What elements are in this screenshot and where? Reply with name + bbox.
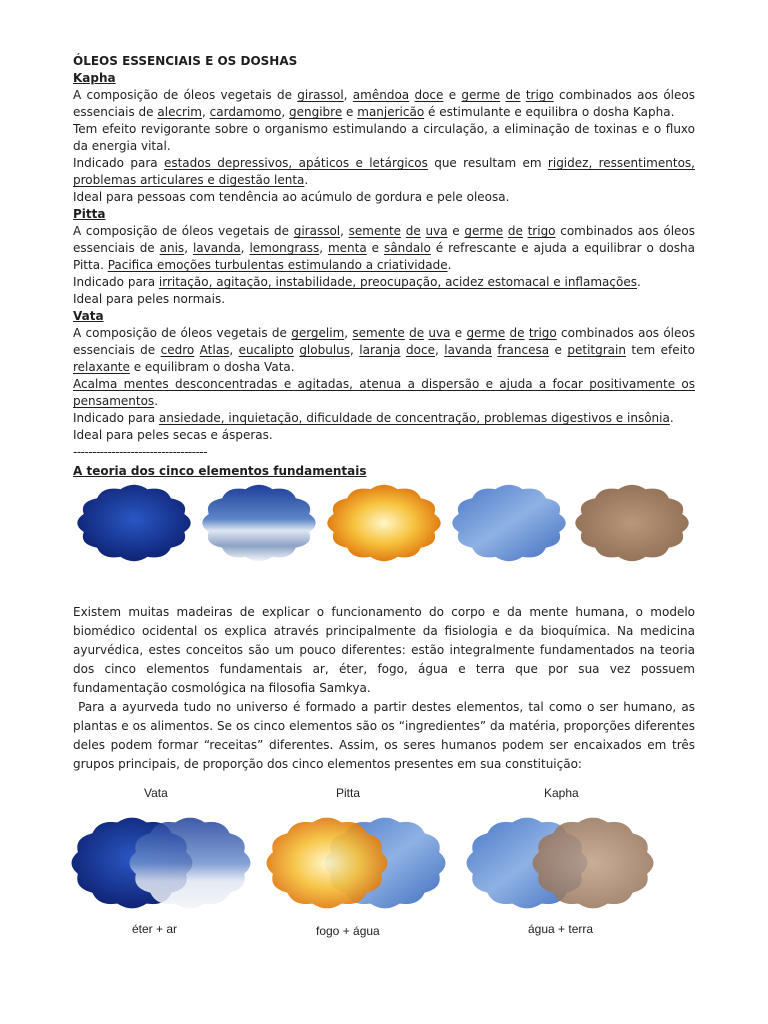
kapha-heading: Kapha: [73, 71, 116, 85]
pitta-fire-water-icon: [265, 808, 455, 918]
kapha-paragraph-3: Indicado para estados depressivos, apáticos e letárgicos que resultam em rigidez, ressentimentos, problemas articulares e digestão lenta.: [73, 156, 695, 187]
pitta-combo-title: Pitta: [336, 786, 361, 800]
document-title: ÓLEOS ESSENCIAIS E OS DOSHAS: [73, 54, 298, 68]
pitta-heading: Pitta: [73, 207, 106, 221]
vata-paragraph-3: Indicado para ansiedade, inquietação, dificuldade de concentração, problemas digestivos e insônia.: [73, 411, 674, 425]
vata-paragraph-4: Ideal para peles secas e ásperas.: [73, 428, 273, 442]
ether-space-icon: [73, 481, 195, 565]
elements-text: [73, 603, 699, 774]
kapha-water-earth-icon: [465, 808, 665, 918]
vata-combo-caption: éter + ar: [132, 922, 178, 936]
air-clouds-icon: [198, 481, 320, 565]
separator-line: -----------------------------------: [73, 445, 208, 459]
pitta-combo-caption: fogo + água: [316, 924, 380, 938]
fire-icon: [323, 481, 445, 565]
kapha-combo-caption: água + terra: [528, 922, 594, 936]
document-body: [73, 53, 695, 480]
elements-paragraph-1: Existem muitas madeiras de explicar o funcionamento do corpo e da mente humana, o modelo biomédico ocidental os explica através principalmente da fisiologia e da bioquímica. Na medicina ayurvédica, estes conceitos são um pouco diferentes: estão integralmente fundamentados na teoria dos cinco elementos fundamentais ar, éter, fogo, água e terra que por sua vez possuem fundamentação cosmológica na filosofia Samkya.: [73, 605, 695, 695]
five-elements-title: A teoria dos cinco elementos fundamentais: [73, 464, 367, 478]
elements-paragraph-2: Para a ayurveda tudo no universo é formado a partir destes elementos, tal como o ser humano, as plantas e os alimentos. Se os cinco elementos são os “ingredientes” da matéria, proporções diferentes deles podem formar “receitas” diferentes. Assim, os seres humanos podem ser encaixados em três grupos principais, de proporção dos cinco elementos presentes em sua constituição:: [73, 700, 699, 771]
pitta-paragraph-1: A composição de óleos vegetais de girassol, semente de uva e germe de trigo combinados aos óleos essenciais de anis, lavanda, lemongrass, menta e sândalo é refrescante e ajuda a equilibrar o dosha Pitta. Pacifica emoções turbulentas estimulando a criatividade.: [73, 224, 695, 272]
vata-heading: Vata: [73, 309, 104, 323]
water-icon: [448, 481, 570, 565]
kapha-paragraph-4: Ideal para pessoas com tendência ao acúmulo de gordura e pele oleosa.: [73, 190, 510, 204]
five-elements-row: [73, 481, 695, 561]
vata-paragraph-1: A composição de óleos vegetais de gergelim, semente de uva e germe de trigo combinados aos óleos essenciais de cedro Atlas, eucalipto globulus, laranja doce, lavanda francesa e petitgrain tem efeito relaxante e equilibram o dosha Vata.: [73, 326, 695, 374]
kapha-paragraph-2: Tem efeito revigorante sobre o organismo estimulando a circulação, a eliminação de toxinas e o fluxo da energia vital.: [73, 122, 695, 153]
kapha-paragraph-1: A composição de óleos vegetais de girassol, amêndoa doce e germe de trigo combinados aos óleos essenciais de alecrim, cardamomo, gengibre e manjericão é estimulante e equilibra o dosha Kapha.: [73, 88, 695, 119]
pitta-paragraph-3: Ideal para peles normais.: [73, 292, 226, 306]
dosha-combinations-figure: [70, 786, 700, 946]
pitta-paragraph-2: Indicado para irritação, agitação, instabilidade, preocupação, acidez estomacal e inflamações.: [73, 275, 641, 289]
vata-combo-title: Vata: [144, 786, 168, 800]
kapha-combo-title: Kapha: [544, 786, 579, 800]
earth-icon: [571, 481, 693, 565]
vata-ether-air-icon: [70, 808, 260, 918]
vata-paragraph-2: Acalma mentes desconcentradas e agitadas, atenua a dispersão e ajuda a focar positivamente os pensamentos.: [73, 377, 695, 408]
